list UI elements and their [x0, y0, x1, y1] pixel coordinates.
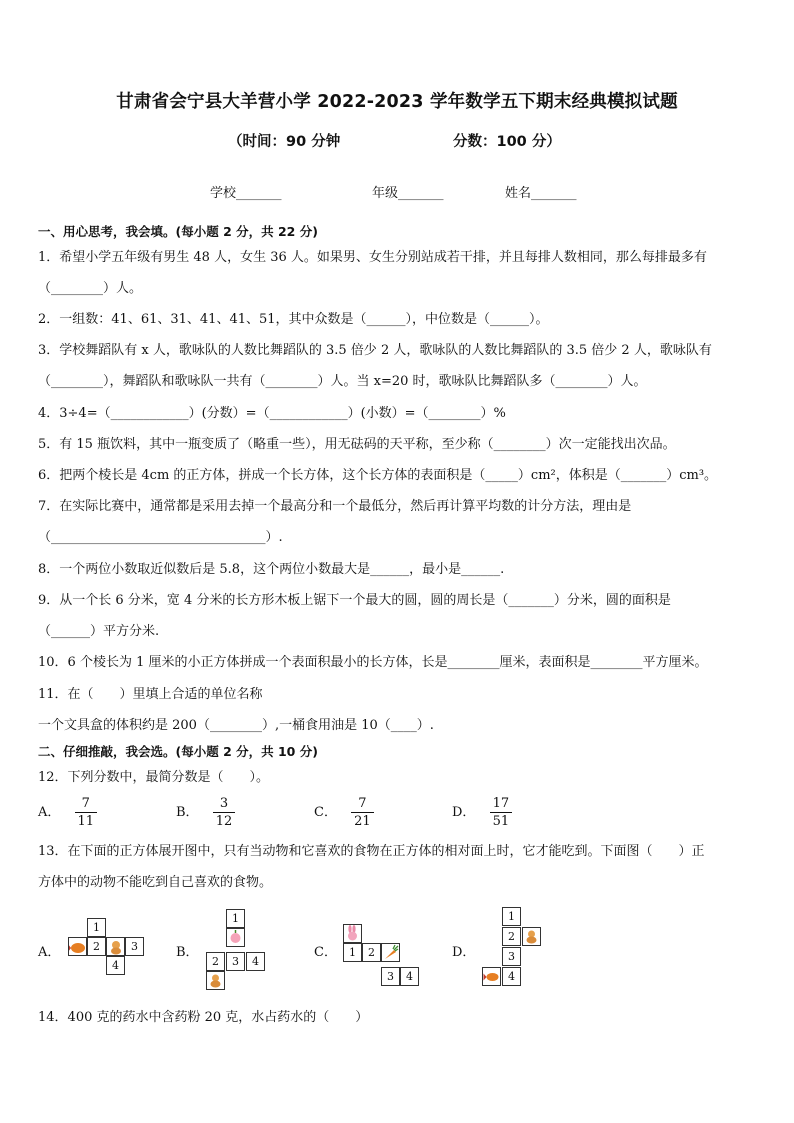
question-3-line-1: 3．学校舞蹈队有 x 人，歌咏队的人数比舞蹈队的 3.5 倍少 2 人，歌咏队的人数比舞蹈队的 3.5 倍少 2 人，歌咏队有	[38, 343, 712, 358]
food-icon	[483, 968, 500, 985]
q12-option-c-fraction	[351, 795, 374, 830]
score-label: 分数：100 分）	[453, 134, 561, 150]
q13-b-cell-1: 1	[226, 909, 245, 928]
q13-c-cell-4: 4	[400, 967, 419, 986]
q12-option-c-numerator: 7	[351, 795, 374, 813]
school-field: 学校_______	[210, 186, 282, 201]
animal-icon	[523, 928, 540, 945]
name-field: 姓名_______	[505, 186, 577, 201]
q12-option-d-numerator: 17	[490, 795, 513, 813]
q12-option-a-fraction	[75, 795, 98, 830]
q12-option-d-fraction	[490, 795, 513, 830]
q13-d-cell-1: 1	[502, 907, 521, 926]
q13-d-cell-3: 3	[502, 947, 521, 966]
q13-b-cell-2: 2	[206, 952, 225, 971]
grade-field: 年级_______	[372, 186, 444, 201]
food-icon	[227, 929, 244, 946]
q13-b-cell-animal	[206, 971, 225, 990]
q13-a-cell-3: 3	[125, 937, 144, 956]
q12-option-a	[38, 795, 97, 830]
q12-option-b-denominator: 12	[215, 814, 233, 829]
q13-c-cell-food	[381, 943, 400, 962]
q13-d-cell-animal	[522, 927, 541, 946]
q12-option-b-numerator: 3	[213, 795, 236, 813]
question-9-line-2: （______）平方分米.	[38, 624, 160, 639]
question-6: 6．把两个棱长是 4cm 的正方体，拼成一个长方体，这个长方体的表面积是（_____）cm²，体积是（_______）cm³。	[38, 468, 718, 483]
q13-option-d-letter: D．	[452, 945, 476, 960]
question-11-line-2: 一个文具盒的体积约是 200（________）,一桶食用油是 10（____）.	[38, 718, 434, 733]
question-13-line-1: 13．在下面的正方体展开图中，只有当动物和它喜欢的食物在正方体的相对面上时，它才能吃到。下面图（ ）正	[38, 844, 705, 859]
animal-icon	[344, 925, 361, 942]
q13-a-cell-1: 1	[87, 918, 106, 937]
question-7-line-2: （_________________________________）.	[38, 530, 283, 545]
q12-option-d	[452, 795, 512, 830]
q13-a-cell-2: 2	[87, 937, 106, 956]
q12-option-b-fraction	[213, 795, 236, 830]
q12-option-c	[314, 795, 374, 830]
q13-option-b-letter: B．	[176, 945, 199, 960]
section-2-heading: 二、仔细推敲，我会选。(每小题 2 分，共 10 分)	[38, 744, 318, 759]
q13-option-a-letter: A．	[38, 945, 61, 960]
q13-b-cell-3: 3	[226, 952, 245, 971]
q13-c-cell-animal	[343, 924, 362, 943]
question-1-line-1: 1．希望小学五年级有男生 48 人，女生 36 人。如果男、女生分别站成若干排，并且每排人数相同，那么每排最多有	[38, 250, 707, 265]
question-7-line-1: 7．在实际比赛中，通常都是采用去掉一个最高分和一个最低分，然后再计算平均数的计分方法，理由是	[38, 499, 632, 514]
question-2: 2．一组数：41、61、31、41、41、51，其中众数是（______），中位数是（______）。	[38, 312, 549, 327]
q12-option-b	[176, 795, 235, 830]
q13-c-cell-3: 3	[381, 967, 400, 986]
q13-a-cell-4: 4	[106, 956, 125, 975]
question-11-line-1: 11．在（ ）里填上合适的单位名称	[38, 687, 263, 702]
q13-option-c-letter: C．	[314, 945, 337, 960]
q13-a-cell-food	[68, 937, 87, 956]
question-5: 5．有 15 瓶饮料，其中一瓶变质了（略重一些），用无砝码的天平称，至少称（________）次一定能找出次品。	[38, 437, 676, 452]
question-13-line-2: 方体中的动物不能吃到自己喜欢的食物。	[38, 875, 273, 890]
question-8: 8．一个两位小数取近似数后是 5.8，这个两位小数最大是______，最小是______.	[38, 562, 505, 577]
q12-option-d-denominator: 51	[492, 814, 510, 829]
section-1-heading: 一、用心思考，我会填。(每小题 2 分，共 22 分)	[38, 224, 318, 239]
time-label: （时间：90 分钟	[228, 134, 341, 150]
q13-d-cell-2: 2	[502, 927, 521, 946]
q13-d-cell-food	[482, 967, 501, 986]
question-10: 10．6 个棱长为 1 厘米的小正方体拼成一个表面积最小的长方体，长是________厘米，表面积是________平方厘米。	[38, 655, 708, 670]
exam-title: 甘肃省会宁县大羊营小学 2022-2023 学年数学五下期末经典模拟试题	[116, 92, 678, 112]
question-12: 12．下列分数中，最简分数是（ ）。	[38, 770, 270, 785]
q12-option-a-letter: A．	[38, 805, 61, 820]
q12-option-c-denominator: 21	[354, 814, 371, 829]
q13-c-cell-1: 1	[343, 943, 362, 962]
q12-option-b-letter: B．	[176, 805, 199, 820]
q12-option-d-letter: D．	[452, 805, 476, 820]
q13-b-cell-4: 4	[246, 952, 265, 971]
q12-option-a-numerator: 7	[75, 795, 98, 813]
q12-option-a-denominator: 11	[77, 814, 95, 829]
q13-a-cell-animal	[106, 937, 125, 956]
question-14: 14．400 克的药水中含药粉 20 克，水占药水的（ ）	[38, 1010, 369, 1025]
q13-d-cell-4: 4	[502, 967, 521, 986]
question-4: 4．3÷4=（____________）(分数）=（____________）(小数）=（________）%	[38, 406, 506, 421]
q12-option-c-letter: C．	[314, 805, 337, 820]
animal-icon	[207, 972, 224, 989]
question-9-line-1: 9．从一个长 6 分米，宽 4 分米的长方形木板上锯下一个最大的圆，圆的周长是（_______）分米，圆的面积是	[38, 593, 671, 608]
question-1-line-2: （________）人。	[38, 281, 143, 296]
question-3-line-2: （________），舞蹈队和歌咏队一共有（________）人。当 x=20 时，歌咏队比舞蹈队多（________）人。	[38, 374, 647, 389]
food-icon	[382, 944, 399, 961]
q13-c-cell-2: 2	[362, 943, 381, 962]
q13-b-cell-food	[226, 928, 245, 947]
